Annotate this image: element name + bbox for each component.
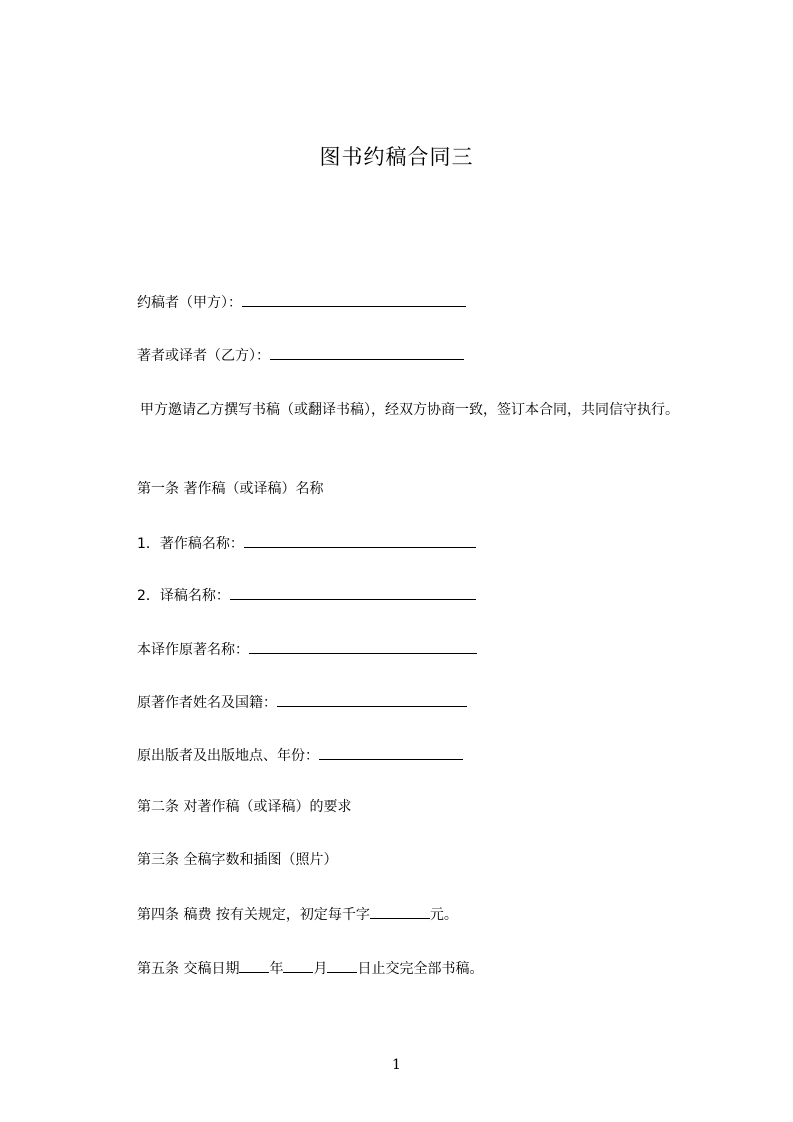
article4-prefix: 第四条 稿费 按有关规定，初定每千字 (137, 907, 370, 923)
item2-label: 2．译稿名称： (137, 588, 230, 604)
item2-line (137, 585, 476, 605)
original-author-blank (277, 692, 467, 707)
original-title-blank (249, 639, 477, 654)
article5-month-blank (283, 958, 313, 973)
item2-blank (230, 585, 476, 600)
original-title-label: 本译作原著名称： (137, 642, 249, 658)
original-author-line (137, 692, 467, 712)
article5-month: 月 (313, 961, 328, 977)
article5-prefix: 第五条 交稿日期 (137, 961, 240, 977)
intro-paragraph: 甲方邀请乙方撰写书稿（或翻译书稿），经双方协商一致，签订本合同，共同信守执行。 (140, 402, 679, 418)
original-publisher-label: 原出版者及出版地点、年份： (137, 748, 319, 764)
article5-year-blank (239, 958, 269, 973)
article3-line: 第三条 全稿字数和插图（照片） (137, 852, 338, 868)
party-b-label: 著者或译者（乙方）： (137, 348, 270, 364)
item1-line (137, 533, 476, 553)
article5-year: 年 (269, 961, 284, 977)
original-title-line (137, 639, 477, 659)
page-number: 1 (392, 1057, 401, 1073)
party-a-blank (242, 292, 466, 307)
article4-blank (370, 904, 430, 919)
item1-label: 1．著作稿名称： (137, 536, 244, 552)
article2-line: 第二条 对著作稿（或译稿）的要求 (137, 799, 352, 815)
party-a-label: 约稿者（甲方）： (137, 295, 242, 311)
party-b-blank (270, 345, 464, 360)
article4-line (137, 904, 458, 924)
article5-day-blank (327, 958, 357, 973)
party-a-line (137, 292, 466, 312)
original-publisher-blank (319, 745, 463, 760)
party-b-line (137, 345, 464, 365)
article1-heading: 第一条 著作稿（或译稿）名称 (137, 481, 324, 497)
item1-blank (244, 533, 476, 548)
document-title: 图书约稿合同三 (319, 145, 474, 169)
original-author-label: 原著作者姓名及国籍： (137, 695, 277, 711)
article4-suffix: 元。 (429, 907, 458, 923)
article5-suffix: 日止交完全部书稿。 (357, 961, 484, 977)
article5-line (137, 958, 483, 978)
original-publisher-line (137, 745, 463, 765)
